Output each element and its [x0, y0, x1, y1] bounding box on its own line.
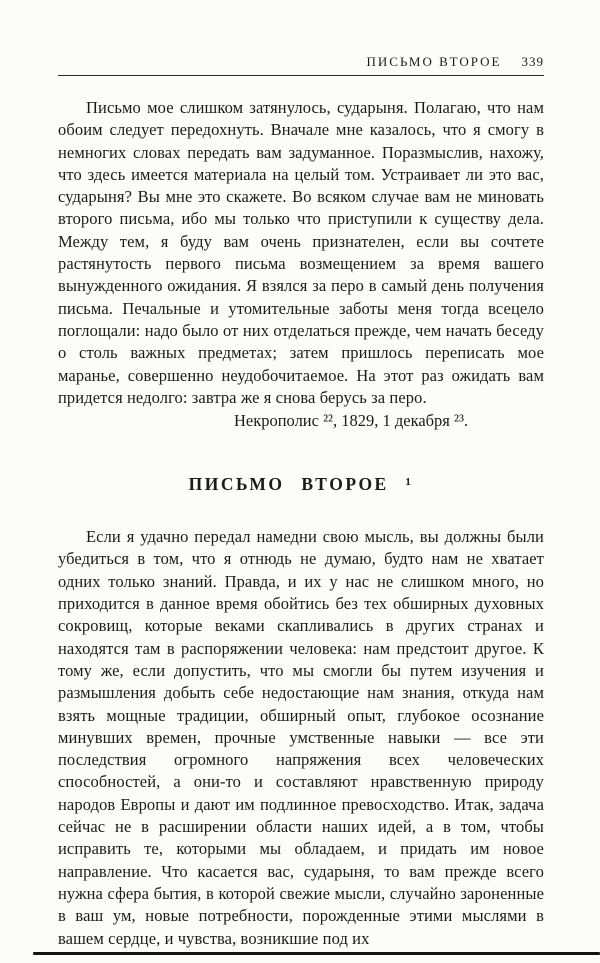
text-block — [58, 97, 544, 950]
text-column — [58, 0, 544, 950]
header-rule — [58, 75, 544, 76]
page-number: 339 — [521, 54, 544, 69]
page-header — [58, 0, 544, 70]
letter-two-opening-paragraph: Если я удачно передал намедни свою мысль, вы должны были убедиться в том, что я отнюдь не думаю, будто нам не хватает одних только знаний. Правда, и их у нас не слишком много, но приходится в данное время обойтись без тех обширных духовных сокровищ, которые веками скапливались в других странах и находятся там в распоряжении человека: нам предстоит другое. К тому же, если допустить, что мы смогли бы путем изучения и размышления добыть себе недостающие нам знания, откуда нам взять мощные традиции, обширный опыт, глубокое осознание минувших времен, прочные умственные навыки — все эти последствия огромного напряжения всех человеческих способностей, а они-то и составляют нравственную природу народов Европы и дают им подлинное превосходство. Итак, задача сейчас не в расширении области наших идей, а в том, чтобы исправить те, которыми мы обладаем, и придать им новое направление. Что касается вас, сударыня, то вам прежде всего нужна сфера бытия, в которой свежие мысли, случайно зароненные в ваш ум, новые потребности, порожденные этими мыслями в вашем сердце, и чувства, возникшие под их — [58, 527, 544, 948]
letter-one-closing-paragraph: Письмо мое слишком затянулось, сударыня. Полагаю, что нам обоим следует передохнуть. Вначале мне казалось, что я смогу в немногих словах передать вам задуманное. Поразмыслив, нахожу, что здесь имеется материала на целый том. Устраивает ли это вас, сударыня? Вы мне это скажете. Во всяком случае вам не миновать второго письма, ибо мы только что приступили к существу дела. Между тем, я буду вам очень признателен, если вы сочтете растянутость первого письма возмещением за время вашего вынужденного ожидания. Я взялся за перо в самый день получения письма. Печальные и утомительные заботы меня тогда всецело поглощали: надо было от них отделаться прежде, чем начать беседу о столь важных предметах; затем пришлось переписать мое маранье, совершенно неудобочитаемое. На этот раз ожидать вам придется недолго: завтра же я снова берусь за перо. — [58, 98, 544, 407]
page-bottom-edge-line — [33, 952, 600, 955]
dateline: Некрополис ²², 1829, 1 декабря ²³. — [233, 411, 469, 431]
letter-two-heading: ПИСЬМО ВТОРОЕ ¹ — [188, 474, 414, 495]
running-title: ПИСЬМО ВТОРОЕ — [366, 54, 502, 69]
